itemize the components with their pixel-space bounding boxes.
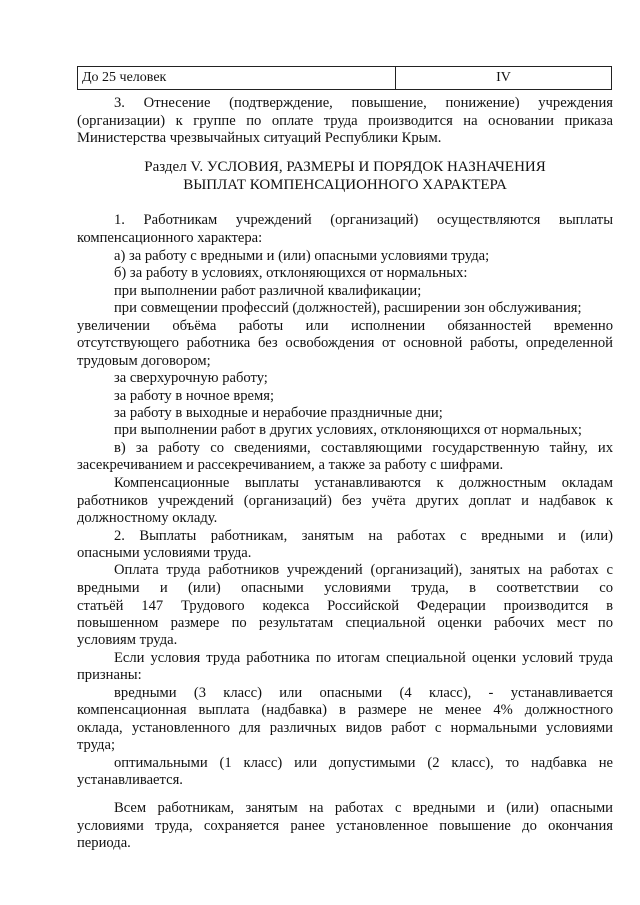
paragraph-line: отсутствующего работника без освобождения от основной работы, определенной	[77, 335, 613, 351]
paragraph-line: признаны:	[77, 667, 142, 683]
paragraph-3-line: 3. Отнесение (подтверждение, повышение, понижение) учреждения	[114, 95, 613, 111]
list-item: а) за работу с вредными и (или) опасными условиями труда;	[114, 248, 490, 264]
paragraph-line: статьёй 147 Трудового кодекса Российской Федерации производится в	[77, 598, 613, 614]
paragraph-line: повышенном размере по результатам специальной оценки рабочих мест по	[77, 615, 613, 631]
paragraph-line: труда;	[77, 737, 115, 753]
list-item: за работу в ночное время;	[114, 388, 275, 404]
paragraph-line: трудовым договором;	[77, 353, 211, 369]
list-item: при выполнении работ различной квалификации;	[114, 283, 422, 299]
paragraph-3-line: (организации) к группе по оплате труда производится на основании приказа	[77, 113, 613, 129]
paragraph-line: условиями труда, сохраняется ранее установленное повышение до окончания	[77, 818, 613, 834]
section-heading: Раздел V. УСЛОВИЯ, РАЗМЕРЫ И ПОРЯДОК НАЗНАЧЕНИЯ	[144, 159, 546, 175]
paragraph-line: устанавливается.	[77, 772, 183, 788]
paragraph-line: вредными и (или) опасными условиями труда, в соответствии со	[77, 580, 613, 596]
table-cell-staff: До 25 человек	[78, 67, 396, 90]
paragraph-line: 2. Выплаты работникам, занятым на работах с вредными и (или)	[114, 528, 613, 544]
paragraph-line: работников учреждений (организаций) без учёта других доплат и надбавок к	[77, 493, 613, 509]
paragraph-line: условиям труда.	[77, 632, 178, 648]
list-item: в) за работу со сведениями, составляющими государственную тайну, их	[114, 440, 613, 456]
group-table	[77, 66, 612, 90]
list-item: б) за работу в условиях, отклоняющихся от нормальных:	[114, 265, 468, 281]
paragraph-line: компенсационного характера:	[77, 230, 263, 246]
paragraph-line: должностному окладу.	[77, 510, 218, 526]
paragraph-line: компенсационная выплата (надбавка) в размере не менее 4% должностного	[77, 702, 613, 718]
table-row	[78, 67, 612, 90]
section-heading: ВЫПЛАТ КОМПЕНСАЦИОННОГО ХАРАКТЕРА	[183, 177, 507, 193]
list-item: при совмещении профессий (должностей), расширении зон обслуживания;	[114, 300, 582, 316]
list-item: за сверхурочную работу;	[114, 370, 268, 386]
list-item: оптимальными (1 класс) или допустимыми (2 класс), то надбавка не	[114, 755, 613, 771]
paragraph-line: Если условия труда работника по итогам специальной оценки условий труда	[114, 650, 613, 666]
paragraph-line: периода.	[77, 835, 131, 851]
paragraph-line: опасными условиями труда.	[77, 545, 252, 561]
paragraph-line: увеличении объёма работы или исполнении обязанностей временно	[77, 318, 613, 334]
paragraph-line: оклада, установленного для различных видов работ с нормальными условиями	[77, 720, 613, 736]
table-cell-group: IV	[396, 67, 612, 90]
list-item: вредными (3 класс) или опасными (4 класс), - устанавливается	[114, 685, 613, 701]
paragraph-line: Компенсационные выплаты устанавливаются к должностным окладам	[114, 475, 613, 491]
paragraph-line: Всем работникам, занятым на работах с вредными и (или) опасными	[114, 800, 613, 816]
list-item: при выполнении работ в других условиях, отклоняющихся от нормальных;	[114, 422, 582, 438]
paragraph-3-line: Министерства чрезвычайных ситуаций Республики Крым.	[77, 130, 442, 146]
list-item: за работу в выходные и нерабочие праздничные дни;	[114, 405, 443, 421]
paragraph-line: Оплата труда работников учреждений (организаций), занятых на работах с	[114, 562, 613, 578]
paragraph-line: засекречиванием и рассекречиванием, а также за работу с шифрами.	[77, 457, 504, 473]
paragraph-line: 1. Работникам учреждений (организаций) осуществляются выплаты	[114, 212, 613, 228]
